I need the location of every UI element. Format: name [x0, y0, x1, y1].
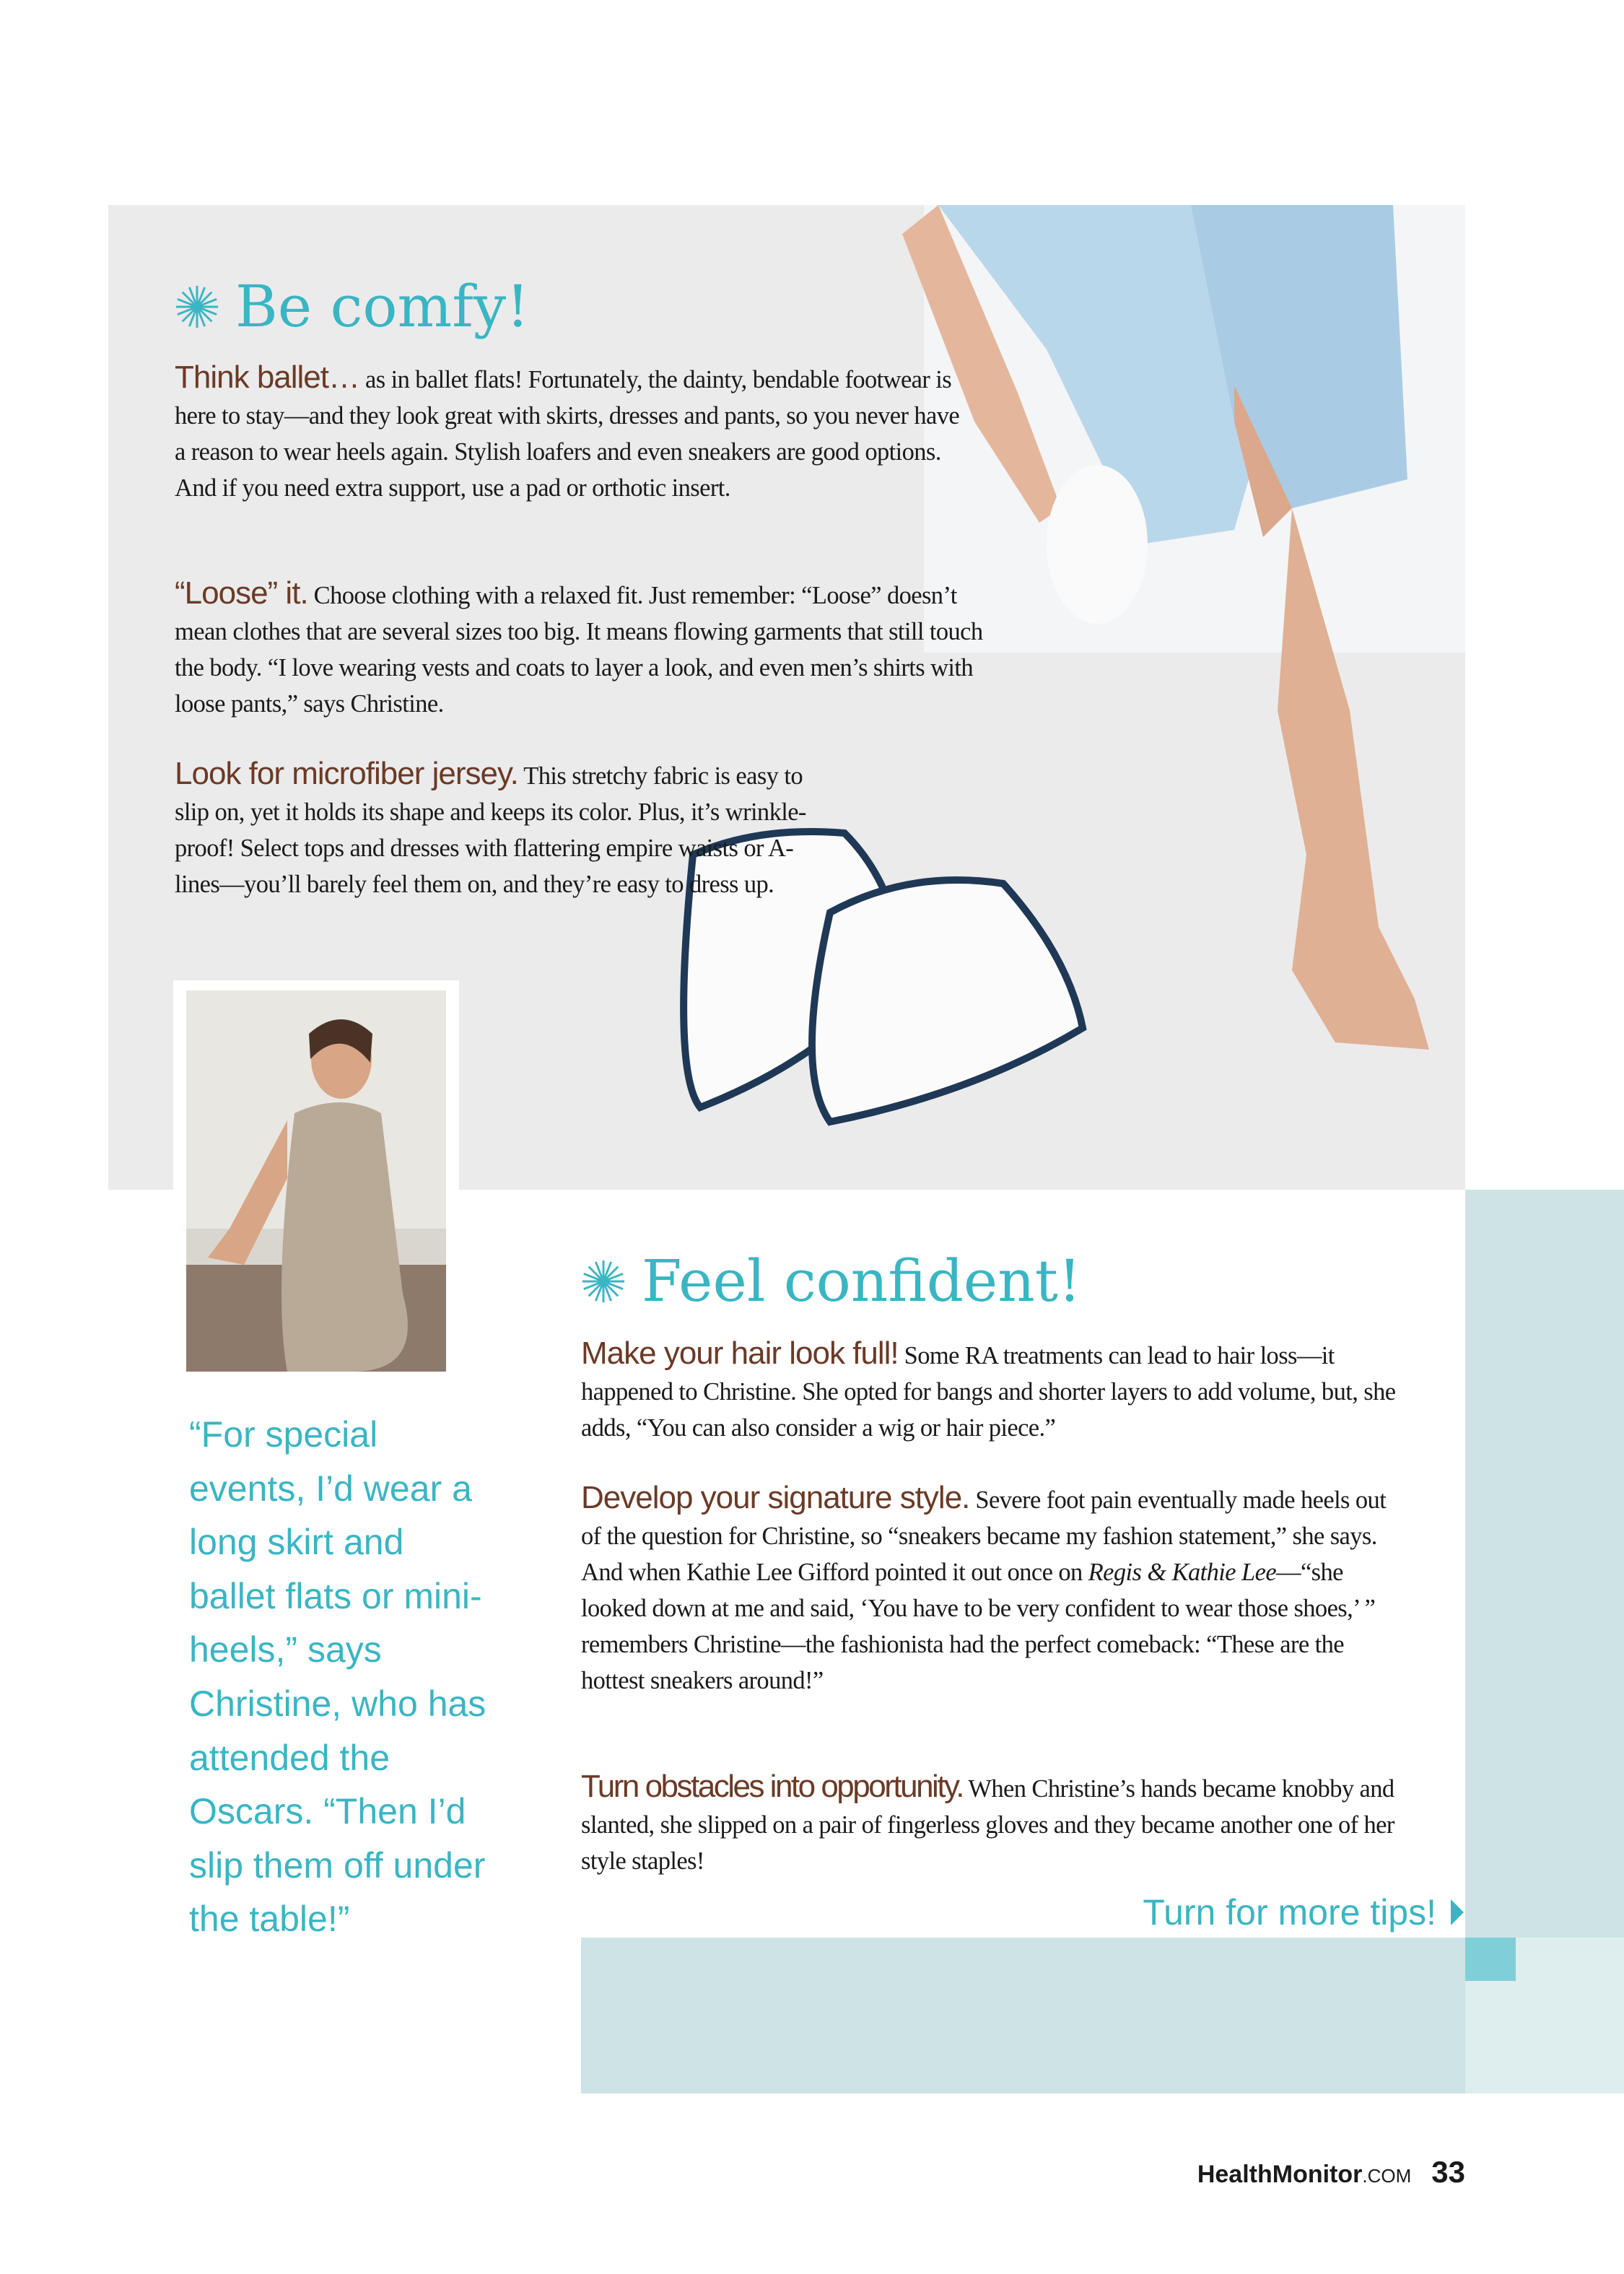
teal-band — [1465, 1190, 1624, 1938]
tip-body: —“she looked down at me and said, ‘You have to be very confident to wear those shoes,’ ” remembers Christine—the fashionista had the perfect comeback: “These are the hottest sneakers around!” — [581, 1559, 1376, 1694]
starburst-icon — [581, 1259, 626, 1304]
tip-body: Some RA treatments can lead to hair loss—it happened to Christine. She opted for bangs and shorter layers to add volume, but, she adds, “You can also consider a wig or hair piece.” — [581, 1342, 1396, 1442]
arrow-right-icon — [1449, 1898, 1465, 1927]
tip-body: When Christine’s hands became knobby and slanted, she slipped on a pair of fingerless gloves and they became another one of her style staples! — [581, 1775, 1394, 1875]
tip-lead: Think ballet… — [175, 360, 360, 395]
tip-body: This stretchy fabric is easy to slip on, yet it holds its shape and keeps its color. Plus, it’s wrinkle-proof! Select tops and dresses with flattering empire waists or A-lines—you’ll barely feel them on, and they’re easy to dress up. — [175, 762, 806, 898]
brand: HealthMonitor — [1197, 2161, 1363, 2188]
be-comfy-heading — [175, 273, 530, 340]
turn-for-more-tips[interactable] — [1143, 1891, 1465, 1933]
tip-signature-style — [581, 1480, 1404, 1699]
christine-portrait — [186, 990, 446, 1372]
sneaker-right — [812, 880, 1083, 1122]
feel-confident-heading — [581, 1247, 1082, 1315]
section-title: Be comfy! — [235, 273, 530, 340]
teal-box — [581, 1938, 1465, 2094]
domain: .COM — [1362, 2165, 1412, 2187]
tip-lead: Make your hair look full! — [581, 1336, 899, 1371]
tip-obstacles — [581, 1769, 1411, 1879]
tip-lead: Look for microfiber jersey. — [175, 756, 518, 791]
tip-microfiber — [175, 756, 824, 902]
page-number: 33 — [1431, 2155, 1465, 2189]
pull-quote: “For special events, I’d wear a long skirt and ballet flats or mini-heels,” says Christine, who has attended the Oscars. “Then I’d slip them off under the table!” — [189, 1414, 486, 1940]
tip-body: Severe foot pain eventually made heels out of the question for Christine, so “sneakers became my fashion statement,” she says. And when Kathie Lee Gifford pointed it out once on — [581, 1486, 1387, 1586]
tip-loose-it — [175, 575, 1005, 722]
tip-lead: Turn obstacles into opportunity. — [581, 1769, 963, 1804]
tip-hair — [581, 1336, 1411, 1446]
page-footer — [1197, 2155, 1465, 2190]
christine-portrait-frame — [173, 980, 459, 1379]
site-name — [1197, 2161, 1411, 2189]
teal-accent-square — [1465, 1938, 1516, 1981]
tip-think-ballet — [175, 360, 961, 506]
tip-lead: Develop your signature style. — [581, 1480, 970, 1515]
section-title: Feel confident! — [642, 1247, 1082, 1315]
starburst-icon — [175, 284, 219, 329]
tip-body: Choose clothing with a relaxed fit. Just remember: “Loose” doesn’t mean clothes that are several sizes too big. It means flowing garments that still touch the body. “I love wearing vests and coats to layer a look, and even men’s shirts with loose pants,” says Christine. — [175, 582, 983, 718]
tip-body: as in ballet flats! Fortunately, the dainty, bendable footwear is here to stay—and they look great with skirts, dresses and pants, so you never have a reason to wear heels again. Stylish loafers and even sneakers are good options. And if you need extra support, use a pad or orthotic insert. — [175, 366, 960, 502]
show-title: Regis & Kathie Lee — [1088, 1559, 1277, 1586]
more-tips-label: Turn for more tips! — [1143, 1892, 1436, 1933]
tip-lead: “Loose” it. — [175, 575, 308, 611]
